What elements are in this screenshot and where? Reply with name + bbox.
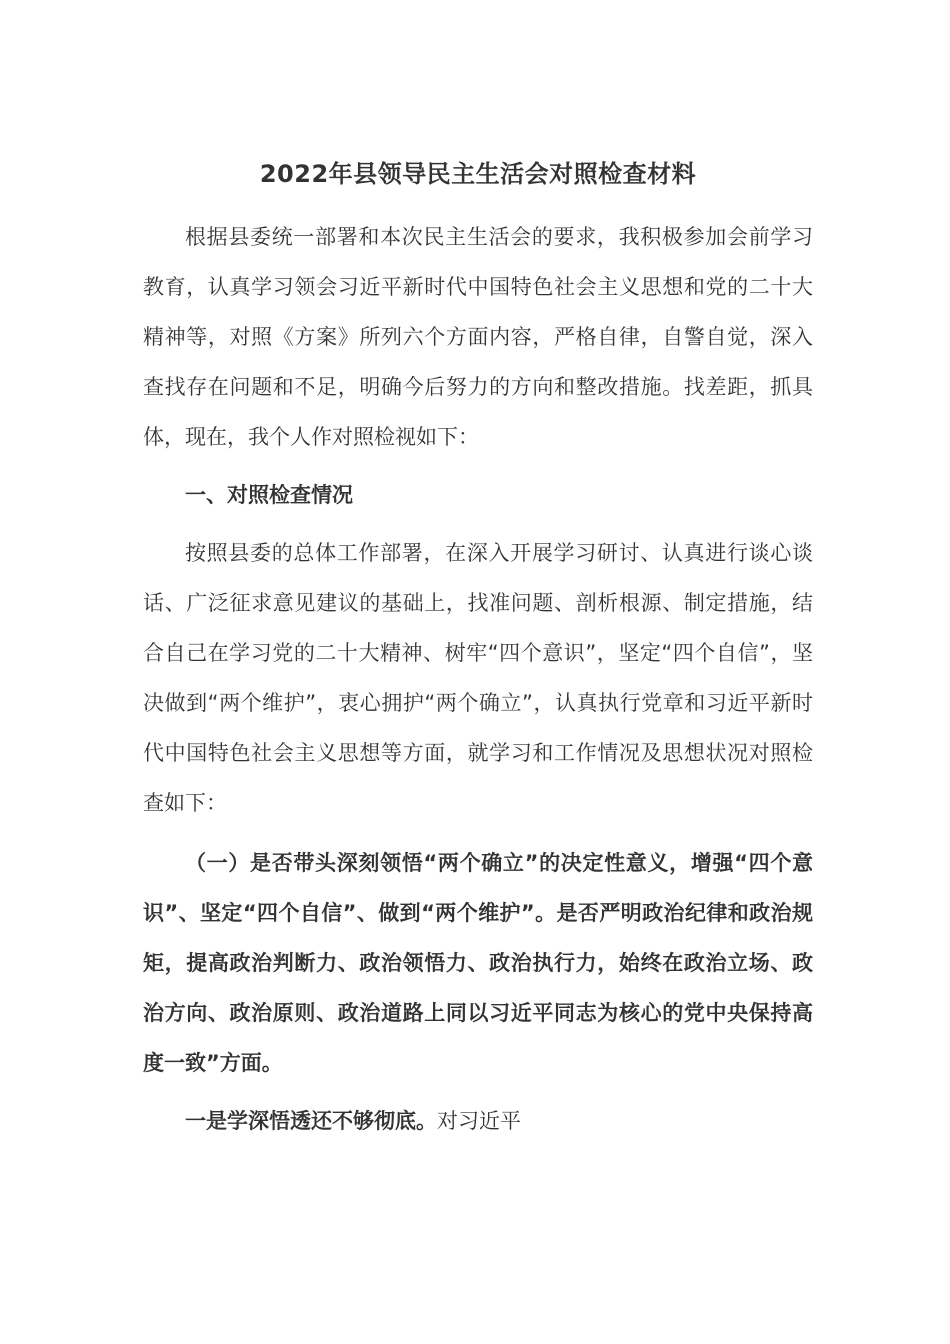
document-page [143,150,813,1146]
subsection-heading: （一）是否带头深刻领悟“两个确立”的决定性意义，增强“四个意识”、坚定“四个自信”、做到“两个维护”。是否严明政治纪律和政治规矩，提高政治判断力、政治领悟力、政治执行力，始终在政治立场、政治方向、政治原则、政治道路上同以习近平同志为核心的党中央保持高度一致”方面。 [143,851,813,1075]
point-one-paragraph [143,1096,813,1146]
intro-paragraph: 根据县委统一部署和本次民主生活会的要求，我积极参加会前学习教育，认真学习领会习近平新时代中国特色社会主义思想和党的二十大精神等，对照《方案》所列六个方面内容，严格自律，自警自觉，深入查找存在问题和不足，明确今后努力的方向和整改措施。找差距，抓具体，现在，我个人作对照检视如下： [143,225,813,449]
document-title: 2022年县领导民主生活会对照检查材料 [259,160,697,188]
check-paragraph: 按照县委的总体工作部署，在深入开展学习研讨、认真进行谈心谈话、广泛征求意见建议的基础上，找准问题、剖析根源、制定措施，结合自己在学习党的二十大精神、树牢“四个意识”，坚定“四个自信”，坚决做到“两个维护”，衷心拥护“两个确立”，认真执行党章和习近平新时代中国特色社会主义思想等方面，就学习和工作情况及思想状况对照检查如下： [143,541,813,815]
section-heading: 一、对照检查情况 [185,483,353,507]
point-one-lead: 一是学深悟透还不够彻底。 [185,1109,437,1133]
point-one-text: 对习近平 [437,1109,521,1133]
